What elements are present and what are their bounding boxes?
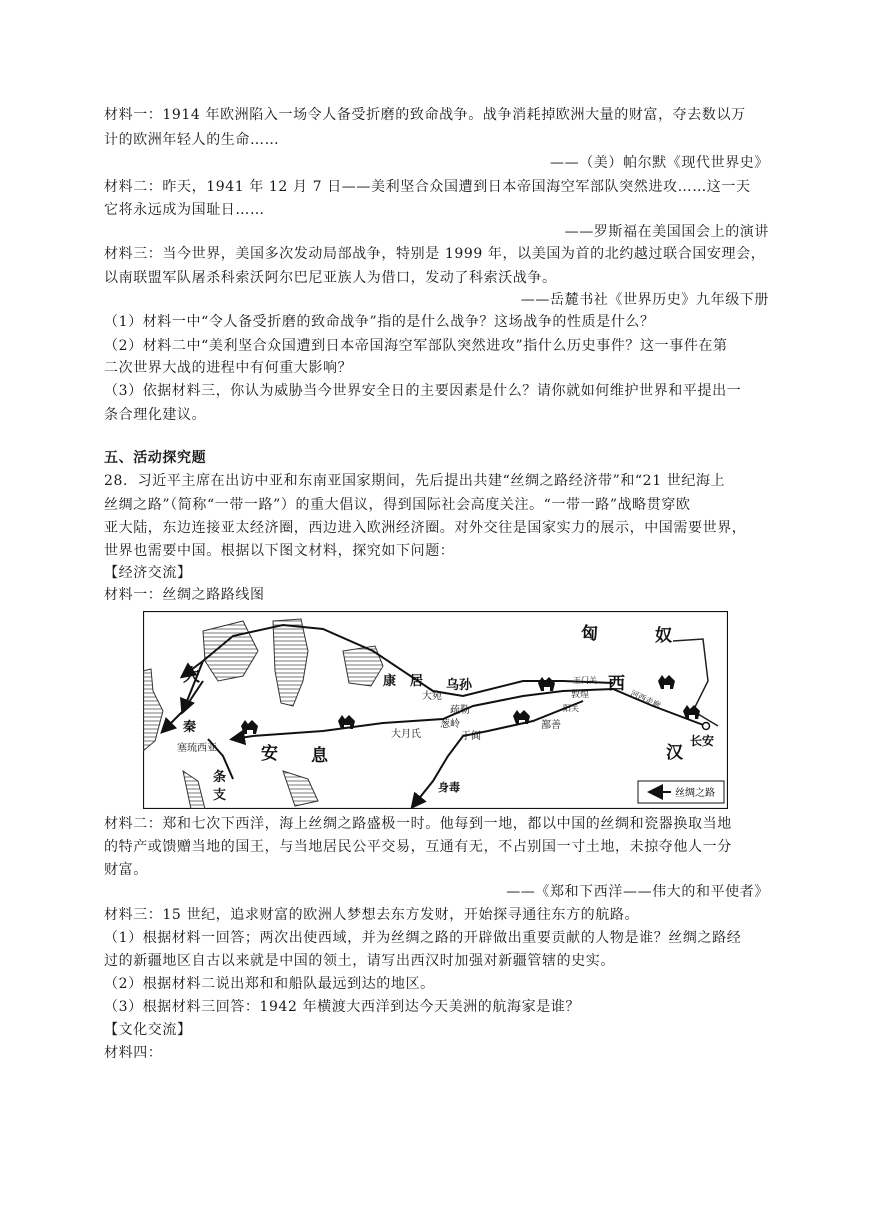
map-label-xiongnu: 匈 — [581, 624, 598, 644]
map-label-shanshan: 鄯善 — [541, 720, 561, 731]
map-label-tiaozhi: 支 — [213, 788, 227, 803]
question-3-line1: （3）依据材料三，你认为威胁当今世界安全日的主要因素是什么？请你就如何维护世界和平提出一 — [104, 383, 742, 399]
question-b2: （2）根据材料二说出郑和和船队最远到达的地区。 — [104, 976, 435, 992]
map-label-yangguan: 阳关 — [563, 704, 579, 713]
question-b1-line1: （1）根据材料一回答；两次出使西域，并为丝绸之路的开辟做出重要贡献的人物是谁？丝绸之路经 — [104, 930, 742, 946]
question-b3: （3）根据材料三回答：1942 年横渡大西洋到达今天美洲的航海家是谁？ — [104, 999, 580, 1015]
intro-line2: 丝绸之路”（简称“一带一路”）的重大倡议，得到国际社会高度关注。“一带一路”战略贯穿欧 — [104, 497, 691, 513]
material2-line1: 材料二：昨天，1941 年 12 月 7 日——美利坚合众国遭到日本帝国海空军部队突然进攻……这一天 — [104, 179, 751, 195]
map-label-xiongnu: 奴 — [655, 626, 672, 646]
material2-source: ——罗斯福在美国国会上的演讲 — [564, 224, 769, 240]
map-label-han: 汉 — [666, 743, 683, 763]
map-label-daqin: 秦 — [183, 720, 197, 735]
map-label-anxi: 息 — [311, 746, 328, 766]
map-label-dayuan: 大宛 — [422, 691, 442, 702]
econ-header: 【经济交流】 — [104, 565, 192, 581]
material-b2-line3: 财富。 — [104, 862, 148, 878]
silk-road-map — [143, 611, 728, 809]
material3-line1: 材料三：当今世界，美国多次发动局部战争，特别是 1999 年，以美国为首的北约越过联合国安理会， — [104, 246, 766, 262]
map-label-daqin: 大 — [183, 666, 200, 686]
map-label-shule: 疏勒 — [450, 705, 470, 716]
map-label-shudu: 身毒 — [438, 781, 460, 794]
intro-line3: 亚大陆，东边连接亚太经济圈，西边进入欧洲经济圈。对外交往是国家实力的展示，中国需要世界， — [104, 520, 747, 536]
material2-line2: 它将永远成为国耻日…… — [104, 202, 265, 218]
map-label-yutian: 于阗 — [461, 731, 481, 742]
material-b2-line1: 材料二：郑和七次下西洋，海上丝绸之路盛极一时。他每到一地，都以中国的丝绸和瓷器换取当地 — [104, 816, 732, 832]
map-label-anxi: 安 — [261, 744, 278, 764]
map-label-changan: 长安 — [690, 734, 715, 748]
map-label-xi: 西 — [608, 674, 625, 694]
material1-line1: 材料一：1914 年欧洲陷入一场令人备受折磨的致命战争。战争消耗掉欧洲大量的财富，夺去数以万 — [104, 107, 746, 123]
map-label-dayuezhi: 大月氏 — [391, 729, 421, 740]
intro-line1: 28．习近平主席在出访中亚和东南亚国家期间，先后提出共建“丝绸之路经济带”和“21 世纪海上 — [104, 473, 726, 489]
map-label-yumenguan: 玉门关 — [573, 676, 597, 685]
material1-source: ——（美）帕尔默《现代世界史》 — [550, 155, 769, 171]
map-label-kangju: 康居 — [383, 674, 438, 689]
map-legend — [638, 781, 724, 803]
map-label-tiaozhi: 条 — [213, 770, 227, 785]
culture-header: 【文化交流】 — [104, 1022, 192, 1038]
material-b3: 材料三：15 世纪，追求财富的欧洲人梦想去东方发财，开始探寻通往东方的航路。 — [104, 907, 640, 923]
material3-line2: 以南联盟军队屠杀科索沃阿尔巴尼亚族人为借口，发动了科索沃战争。 — [104, 270, 557, 286]
material1-line2: 计的欧洲年轻人的生命…… — [104, 132, 280, 148]
legend-label: 丝绸之路 — [675, 788, 715, 799]
map-label-seleucia: 塞琉西亚 — [177, 743, 217, 754]
map-caption: 材料一：丝绸之路路线图 — [104, 587, 265, 603]
changan-dot — [703, 723, 710, 730]
intro-line4: 世界也需要中国。根据以下图文材料，探究如下问题： — [104, 543, 455, 559]
question-1: （1）材料一中“令人备受折磨的致命战争”指的是什么战争？这场战争的性质是什么？ — [104, 314, 655, 330]
map-label-hexi: 河西走廊 — [629, 688, 662, 711]
section-heading: 五、活动探究题 — [104, 450, 207, 466]
question-2-line1: （2）材料二中“美利坚合众国遭到日本帝国海空军部队突然进攻”指什么历史事件？这一事件在第 — [104, 338, 728, 354]
material-b2-line2: 的特产或馈赠当地的国王，与当地居民公平交易，互通有无，不占别国一寸土地，未掠夺他人一分 — [104, 839, 732, 855]
map-label-congling: 葱岭 — [440, 719, 460, 730]
material-b2-source: ——《郑和下西洋——伟大的和平使者》 — [506, 884, 769, 900]
material3-source: ——岳麓书社《世界历史》九年级下册 — [520, 292, 769, 308]
material-b4: 材料四： — [104, 1045, 163, 1061]
map-label-dunhuang: 敦煌 — [571, 690, 590, 700]
question-3-line2: 条合理化建议。 — [104, 407, 207, 423]
map-label-wusun: 乌孙 — [446, 678, 473, 693]
question-2-line2: 二次世界大战的进程中有何重大影响？ — [104, 360, 353, 376]
question-b1-line2: 过的新疆地区自古以来就是中国的领土，请写出西汉时加强对新疆管辖的史实。 — [104, 953, 615, 969]
